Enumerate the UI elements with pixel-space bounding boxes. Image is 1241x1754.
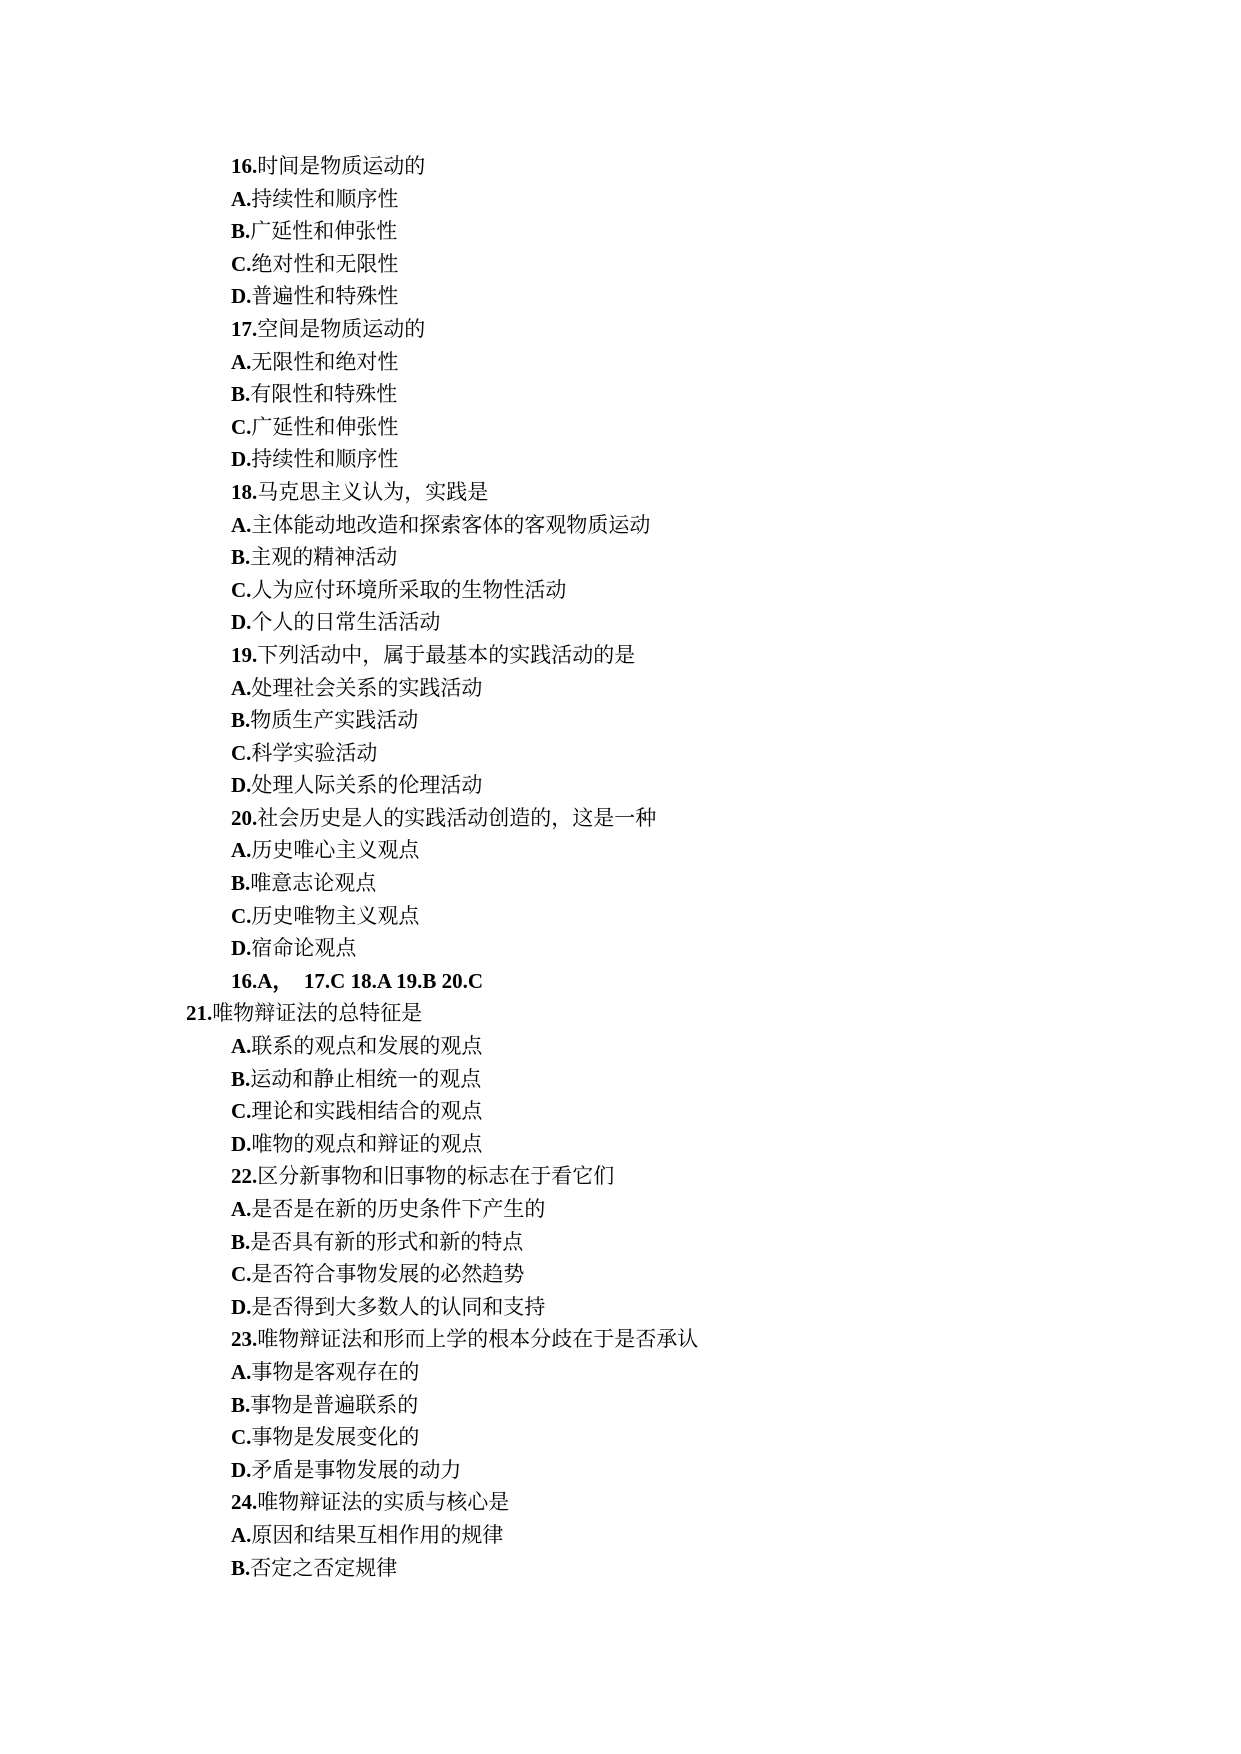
line-prefix: A. [231,1034,252,1059]
line-text: 宿命论观点 [251,936,357,961]
line-prefix: D. [231,1131,252,1156]
text-line [0,704,1241,737]
line-prefix: C. [231,1099,252,1124]
line-prefix: D. [231,1457,252,1482]
line-text: 理论和实践相结合的观点 [251,1099,483,1124]
line-text: 马克思主义认为，实践是 [257,479,489,504]
line-text: 唯物辩证法的实质与核心是 [257,1490,510,1515]
text-line [0,639,1241,672]
line-prefix: 20. [231,805,258,830]
line-prefix: D. [231,936,252,961]
line-text: 事物是发展变化的 [251,1425,420,1450]
line-prefix: C. [231,251,252,276]
line-text: 事物是客观存在的 [251,1359,420,1384]
text-line [0,1128,1241,1161]
line-text: 联系的观点和发展的观点 [251,1034,483,1059]
text-line [0,346,1241,379]
text-line [0,574,1241,607]
line-text: 空间是物质运动的 [257,316,426,341]
text-line [0,1258,1241,1291]
text-line [0,1421,1241,1454]
text-line [0,183,1241,216]
text-line [0,1063,1241,1096]
line-prefix: 17. [231,316,258,341]
text-line [0,313,1241,346]
line-prefix: D. [231,773,252,798]
text-line [0,443,1241,476]
line-text: 唯物的观点和辩证的观点 [251,1131,483,1156]
line-prefix: D. [231,610,252,635]
line-text: 是否符合事物发展的必然趋势 [251,1262,525,1287]
line-text: 唯物辩证法的总特征是 [212,1001,423,1026]
text-line [0,1356,1241,1389]
line-prefix: B. [231,871,251,896]
line-prefix: C. [231,740,252,765]
line-prefix: B. [231,1229,251,1254]
line-text: 主体能动地改造和探索客体的客观物质运动 [251,512,651,537]
text-line [0,1030,1241,1063]
text-line [0,541,1241,574]
line-prefix: 22. [231,1164,258,1189]
text-line [0,476,1241,509]
text-line [0,1519,1241,1552]
line-text: 绝对性和无限性 [251,251,399,276]
line-text: 是否具有新的形式和新的特点 [250,1229,524,1254]
line-prefix: A. [231,1522,252,1547]
text-line [0,1095,1241,1128]
line-prefix: A. [231,675,252,700]
line-prefix: B. [231,382,251,407]
line-text: 是否得到大多数人的认同和支持 [251,1294,546,1319]
text-line [0,1323,1241,1356]
line-text: 事物是普遍联系的 [250,1392,419,1417]
line-text: 广延性和伸张性 [250,219,398,244]
line-text: 运动和静止相统一的观点 [250,1066,482,1091]
line-prefix: A. [231,838,252,863]
line-prefix: C. [231,414,252,439]
line-prefix: A. [231,512,252,537]
line-text: 广延性和伸张性 [251,414,399,439]
line-prefix: B. [231,545,251,570]
line-prefix: 16.A， 17.C 18.A 19.B 20.C [231,968,484,993]
line-text: 普遍性和特殊性 [251,284,399,309]
line-prefix: A. [231,1197,252,1221]
line-text: 物质生产实践活动 [250,708,419,733]
text-line [0,248,1241,281]
line-text: 无限性和绝对性 [251,349,399,374]
text-line [0,1454,1241,1487]
text-line [0,932,1241,965]
text-line [0,280,1241,313]
line-prefix: A. [231,1359,252,1384]
line-prefix: 18. [231,479,258,504]
line-prefix: D. [231,284,252,309]
text-line [0,900,1241,933]
text-line [0,215,1241,248]
line-prefix: C. [231,577,252,602]
line-text: 否定之否定规律 [250,1555,398,1580]
line-prefix: D. [231,1294,252,1319]
line-text: 矛盾是事物发展的动力 [251,1457,462,1482]
text-line [0,1160,1241,1193]
line-prefix: 24. [231,1490,258,1515]
line-text: 持续性和顺序性 [251,186,399,211]
text-line [0,834,1241,867]
text-line [0,1193,1241,1226]
text-line [0,867,1241,900]
text-line [0,606,1241,639]
document-page [0,150,1241,1584]
line-prefix: 19. [231,642,258,667]
line-text: 有限性和特殊性 [250,382,398,407]
line-text: 科学实验活动 [251,740,378,765]
text-line [0,997,1241,1030]
line-prefix: B. [231,1066,251,1091]
line-text: 唯物辩证法和形而上学的根本分歧在于是否承认 [257,1327,699,1352]
line-prefix: 23. [231,1327,258,1352]
line-text: 是否是在新的历史条件下产生的 [251,1197,546,1221]
line-prefix: A. [231,186,252,211]
line-prefix: A. [231,349,252,374]
text-line [0,1552,1241,1585]
line-text: 历史唯物主义观点 [251,903,420,928]
text-line [0,769,1241,802]
line-text: 唯意志论观点 [250,871,377,896]
line-text: 人为应付环境所采取的生物性活动 [251,577,567,602]
text-line [0,965,1241,998]
text-line [0,672,1241,705]
text-line [0,378,1241,411]
text-line [0,737,1241,770]
line-text: 下列活动中，属于最基本的实践活动的是 [257,642,636,667]
line-prefix: D. [231,447,252,472]
line-text: 处理人际关系的伦理活动 [251,773,483,798]
line-text: 处理社会关系的实践活动 [251,675,483,700]
line-text: 原因和结果互相作用的规律 [251,1522,504,1547]
line-prefix: C. [231,1262,252,1287]
line-text: 时间是物质运动的 [257,154,426,178]
text-line [0,411,1241,444]
text-line [0,150,1241,183]
text-line [0,1486,1241,1519]
line-text: 区分新事物和旧事物的标志在于看它们 [257,1164,615,1189]
text-line [0,1291,1241,1324]
line-text: 社会历史是人的实践活动创造的，这是一种 [257,805,657,830]
line-prefix: B. [231,708,251,733]
text-line [0,1389,1241,1422]
text-line [0,802,1241,835]
text-line [0,1226,1241,1259]
line-prefix: B. [231,1392,251,1417]
line-prefix: 21. [186,1001,213,1026]
line-text: 持续性和顺序性 [251,447,399,472]
text-line [0,509,1241,542]
line-prefix: C. [231,903,252,928]
line-text: 个人的日常生活活动 [251,610,441,635]
line-prefix: B. [231,1555,251,1580]
line-text: 主观的精神活动 [250,545,398,570]
line-prefix: B. [231,219,251,244]
line-text: 历史唯心主义观点 [251,838,420,863]
line-prefix: 16. [231,154,258,178]
line-prefix: C. [231,1425,252,1450]
